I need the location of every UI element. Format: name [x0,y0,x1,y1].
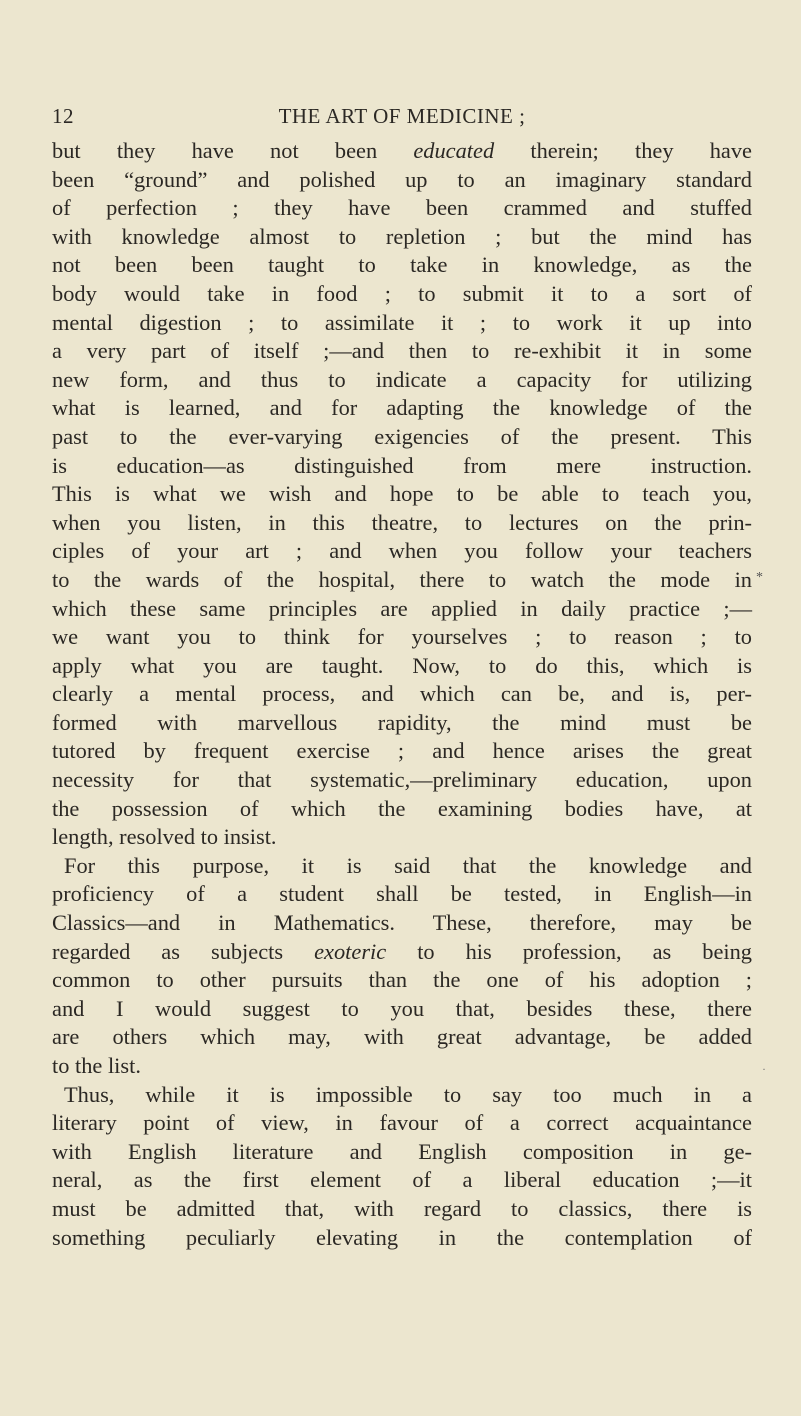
text-segment: proficiency of a student shall be tested, in English—in [52,881,752,907]
text-segment: tutored by frequent exercise ; and hence arises the great [52,738,752,764]
text-segment: therein; they have [494,138,752,163]
text-segment: regarded as subjects [52,938,315,964]
text-line [52,1224,752,1253]
text-line [52,595,752,624]
text-line [52,1166,752,1195]
text-segment: literary point of view, in favour of a correct acquaintance [52,1110,752,1136]
text-segment: clearly a mental process, and which can be, and is, per- [52,681,752,707]
text-line [52,1023,752,1052]
text-segment: ciples of your art ; and when you follow your teachers [52,538,752,564]
text-segment: is education—as distinguished from mere instruction. [52,452,752,478]
text-line [52,909,752,938]
text-line [52,423,752,452]
text-line [52,1052,752,1081]
margin-dot: · [762,1062,766,1076]
text-line [52,137,752,166]
text-segment: past to the ever-varying exigencies of the present. This [52,423,752,449]
text-line [52,194,752,223]
text-segment: must be admitted that, with regard to classics, there is [52,1195,752,1221]
margin-asterisk: * [756,570,763,585]
text-segment: necessity for that systematic,—preliminary education, upon [52,767,752,793]
text-segment: not been been taught to take in knowledge, as the [52,252,752,278]
italic-word: exoteric [314,938,387,964]
text-segment: with knowledge almost to repletion ; but the mind has [52,223,752,249]
text-line [52,938,752,967]
text-segment: but they have not been [52,138,414,163]
text-line [52,452,752,481]
text-line [52,280,752,309]
text-line [52,823,752,852]
text-line [52,394,752,423]
text-line [52,766,752,795]
text-segment: are others which may, with great advantage, be added [52,1024,752,1050]
text-segment: Thus, while it is impossible to say too much in a [64,1081,752,1107]
text-segment: formed with marvellous rapidity, the mind must be [52,709,752,735]
text-line [52,795,752,824]
text-segment: the possession of which the examining bodies have, at [52,795,752,821]
text-line [52,1081,752,1110]
text-line [52,1109,752,1138]
text-line [52,309,752,338]
text-line [52,966,752,995]
text-segment: we want you to think for yourselves ; to reason ; to [52,624,752,650]
text-line [52,680,752,709]
text-segment: neral, as the first element of a liberal education ;—it [52,1167,752,1193]
text-segment: body would take in food ; to submit it to a sort of [52,280,752,306]
text-segment: length, resolved to insist. [52,824,277,850]
text-segment: to his profession, as being [386,938,752,964]
italic-word: educated [413,138,495,163]
text-line [52,852,752,881]
text-segment: new form, and thus to indicate a capacity for utilizing [52,366,752,392]
text-segment: which these same principles are applied in daily practice ;— [52,595,752,621]
text-line [52,623,752,652]
text-segment: For this purpose, it is said that the knowledge and [64,852,752,878]
text-segment: been “ground” and polished up to an imaginary standard [52,166,752,192]
text-segment: mental digestion ; to assimilate it ; to work it up into [52,309,752,335]
text-line [52,166,752,195]
text-line [52,995,752,1024]
page-header [52,104,752,134]
text-line [52,1195,752,1224]
text-segment: This is what we wish and hope to be able to teach you, [52,481,752,507]
text-line [52,223,752,252]
text-segment: what is learned, and for adapting the knowledge of the [52,395,752,421]
text-line [52,880,752,909]
text-segment: to the list. [52,1053,141,1078]
text-line [52,509,752,538]
text-line [52,652,752,681]
page-number: 12 [52,104,74,128]
text-line [52,709,752,738]
text-line [52,251,752,280]
text-line [52,480,752,509]
text-segment: when you listen, in this theatre, to lectures on the prin- [52,509,752,535]
text-segment: with English literature and English composition in ge- [52,1138,752,1164]
text-line [52,566,752,595]
text-segment: of perfection ; they have been crammed and stuffed [52,195,752,221]
text-segment: common to other pursuits than the one of his adoption ; [52,967,752,993]
body-text [52,137,752,1252]
text-line [52,737,752,766]
text-line [52,366,752,395]
text-segment: and I would suggest to you that, besides these, there [52,995,752,1021]
text-segment: apply what you are taught. Now, to do this, which is [52,652,752,678]
running-head: THE ART OF MEDICINE ; [278,104,526,128]
text-segment: a very part of itself ;—and then to re-exhibit it in some [52,338,752,364]
text-line [52,1138,752,1167]
text-line [52,537,752,566]
text-line [52,337,752,366]
text-segment: to the wards of the hospital, there to watch the mode in [52,566,752,592]
text-segment: something peculiarly elevating in the contemplation of [52,1224,752,1250]
text-segment: Classics—and in Mathematics. These, therefore, may be [52,910,752,936]
